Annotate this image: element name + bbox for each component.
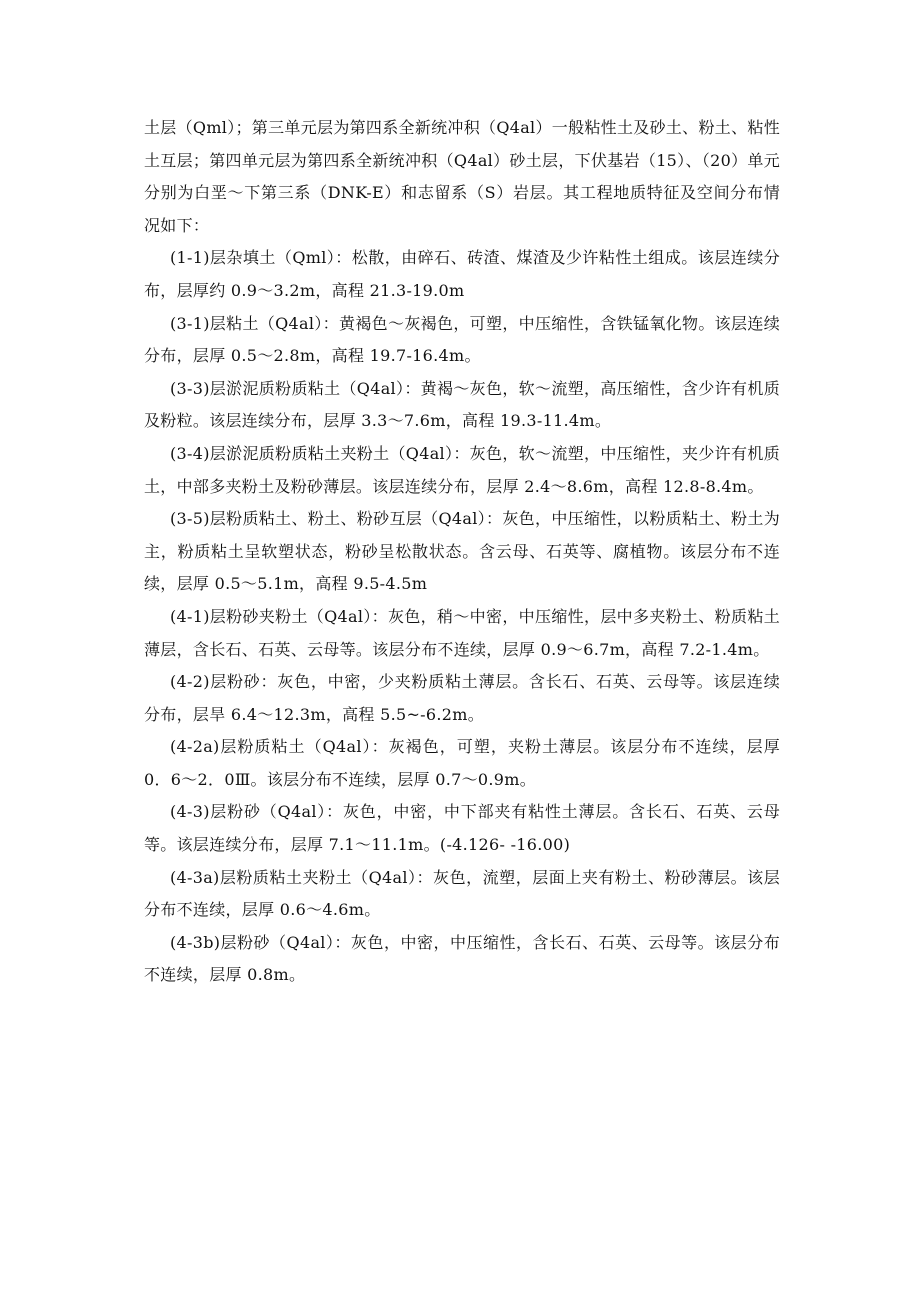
document-page [144, 112, 780, 992]
paragraph-layer-3-3: (3-3)层淤泥质粉质粘土（Q4al）：黄褐～灰色，软～流塑，高压缩性，含少许有机质及粉粒。该层连续分布，层厚 3.3～7.6m，高程 19.3-11.4m。 [144, 378, 780, 431]
paragraph-layer-4-1: (4-1)层粉砂夹粉土（Q4al）：灰色，稍～中密，中压缩性，层中多夹粉土、粉质粘土薄层，含长石、石英、云母等。该层分布不连续，层厚 0.9～6.7m，高程 7.2-1.4m。 [144, 606, 780, 659]
paragraph-layer-3-4: (3-4)层淤泥质粉质粘土夹粉土（Q4al）：灰色，软～流塑，中压缩性，夹少许有机质土，中部多夹粉土及粉砂薄层。该层连续分布，层厚 2.4～8.6m，高程 12.8-8.4m。 [144, 443, 780, 496]
paragraph-layer-4-3: (4-3)层粉砂（Q4al）：灰色，中密，中下部夹有粘性土薄层。含长石、石英、云母等。该层连续分布，层厚 7.1～11.1m。(-4.126- -16.00) [144, 802, 780, 855]
paragraph-intro: 土层（Qml）；第三单元层为第四系全新统冲积（Q4al）一般粘性土及砂土、粉土、粘性土互层；第四单元层为第四系全新统冲积（Q4al）砂土层，下伏基岩（15）、（20）单元分别为白垩～下第三系（DNK-E）和志留系（S）岩层。其工程地质特征及空间分布情况如下： [144, 118, 780, 235]
paragraph-layer-3-5: (3-5)层粉质粘土、粉土、粉砂互层（Q4al）：灰色，中压缩性，以粉质粘土、粉土为主，粉质粘土呈软塑状态，粉砂呈松散状态。含云母、石英等、腐植物。该层分布不连续，层厚 0.5～5.1m，高程 9.5-4.5m [144, 509, 780, 594]
paragraph-layer-3-1: (3-1)层粘土（Q4al）：黄褐色～灰褐色，可塑，中压缩性，含铁锰氧化物。该层连续分布，层厚 0.5～2.8m，高程 19.7-16.4m。 [144, 313, 780, 366]
paragraph-layer-4-2a: (4-2a)层粉质粘土（Q4al）：灰褐色，可塑，夹粉土薄层。该层分布不连续，层厚 0．6～2．0Ⅲ。该层分布不连续，层厚 0.7～0.9m。 [144, 737, 780, 789]
paragraph-layer-4-3a: (4-3a)层粉质粘土夹粉土（Q4al）：灰色，流塑，层面上夹有粉土、粉砂薄层。该层分布不连续，层厚 0.6～4.6m。 [144, 867, 780, 920]
paragraph-layer-4-2: (4-2)层粉砂：灰色，中密，少夹粉质粘土薄层。含长石、石英、云母等。该层连续分布，层旱 6.4～12.3m，高程 5.5~-6.2m。 [144, 672, 780, 724]
paragraph-layer-4-3b: (4-3b)层粉砂（Q4al）：灰色，中密，中压缩性，含长石、石英、云母等。该层分布不连续，层厚 0.8m。 [144, 932, 780, 985]
paragraph-layer-1-1: (1-1)层杂填土（Qml）：松散，由碎石、砖渣、煤渣及少许粘性土组成。该层连续分布，层厚约 0.9～3.2m，高程 21.3-19.0m [144, 248, 780, 300]
